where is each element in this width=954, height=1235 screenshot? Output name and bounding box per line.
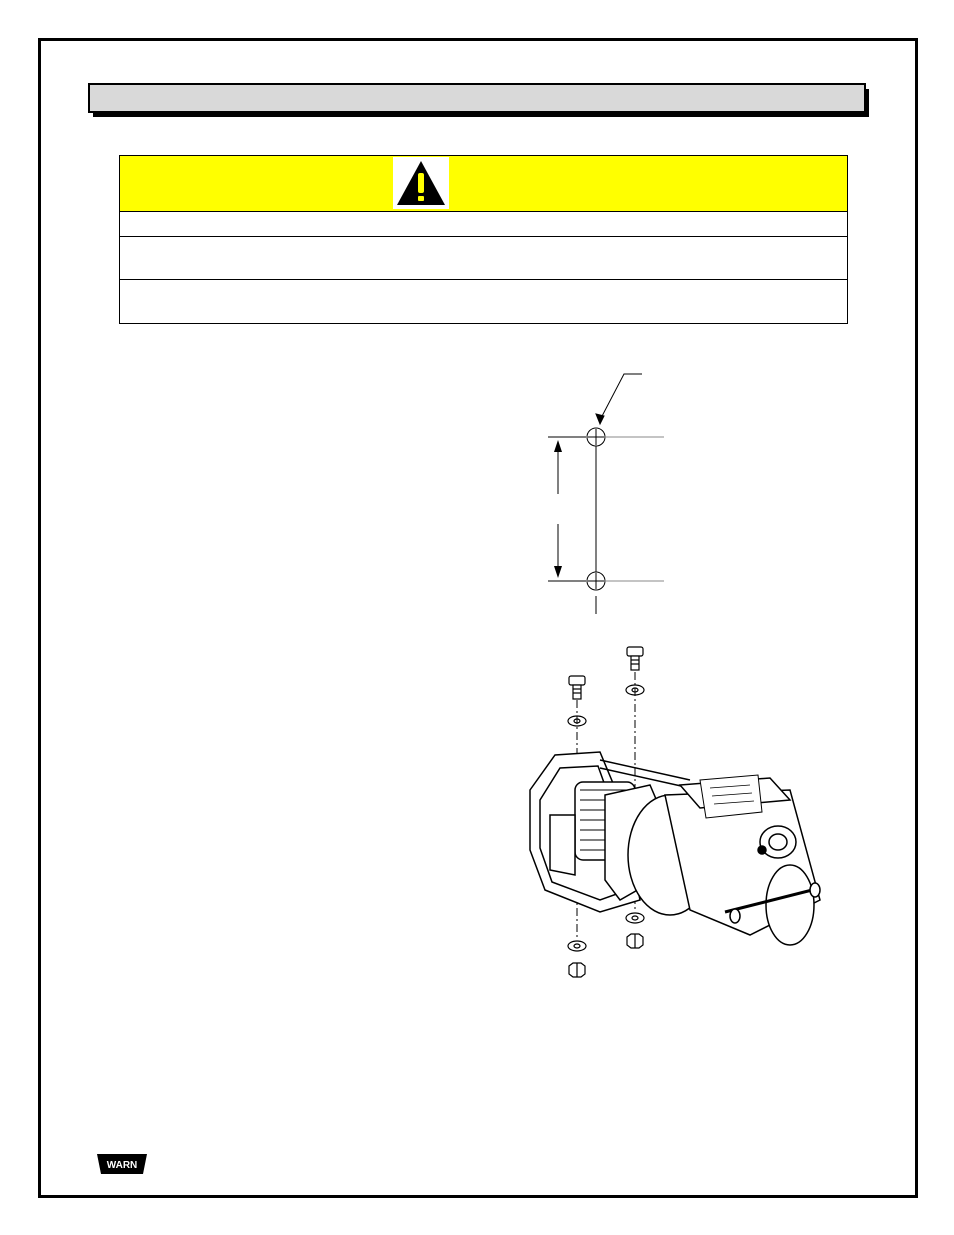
warn-logo: [97, 1152, 147, 1176]
winch-body: [530, 752, 820, 945]
bolt-left: [569, 676, 585, 699]
bolt-right: [627, 647, 643, 670]
logo-text: WARN: [106, 1160, 138, 1171]
